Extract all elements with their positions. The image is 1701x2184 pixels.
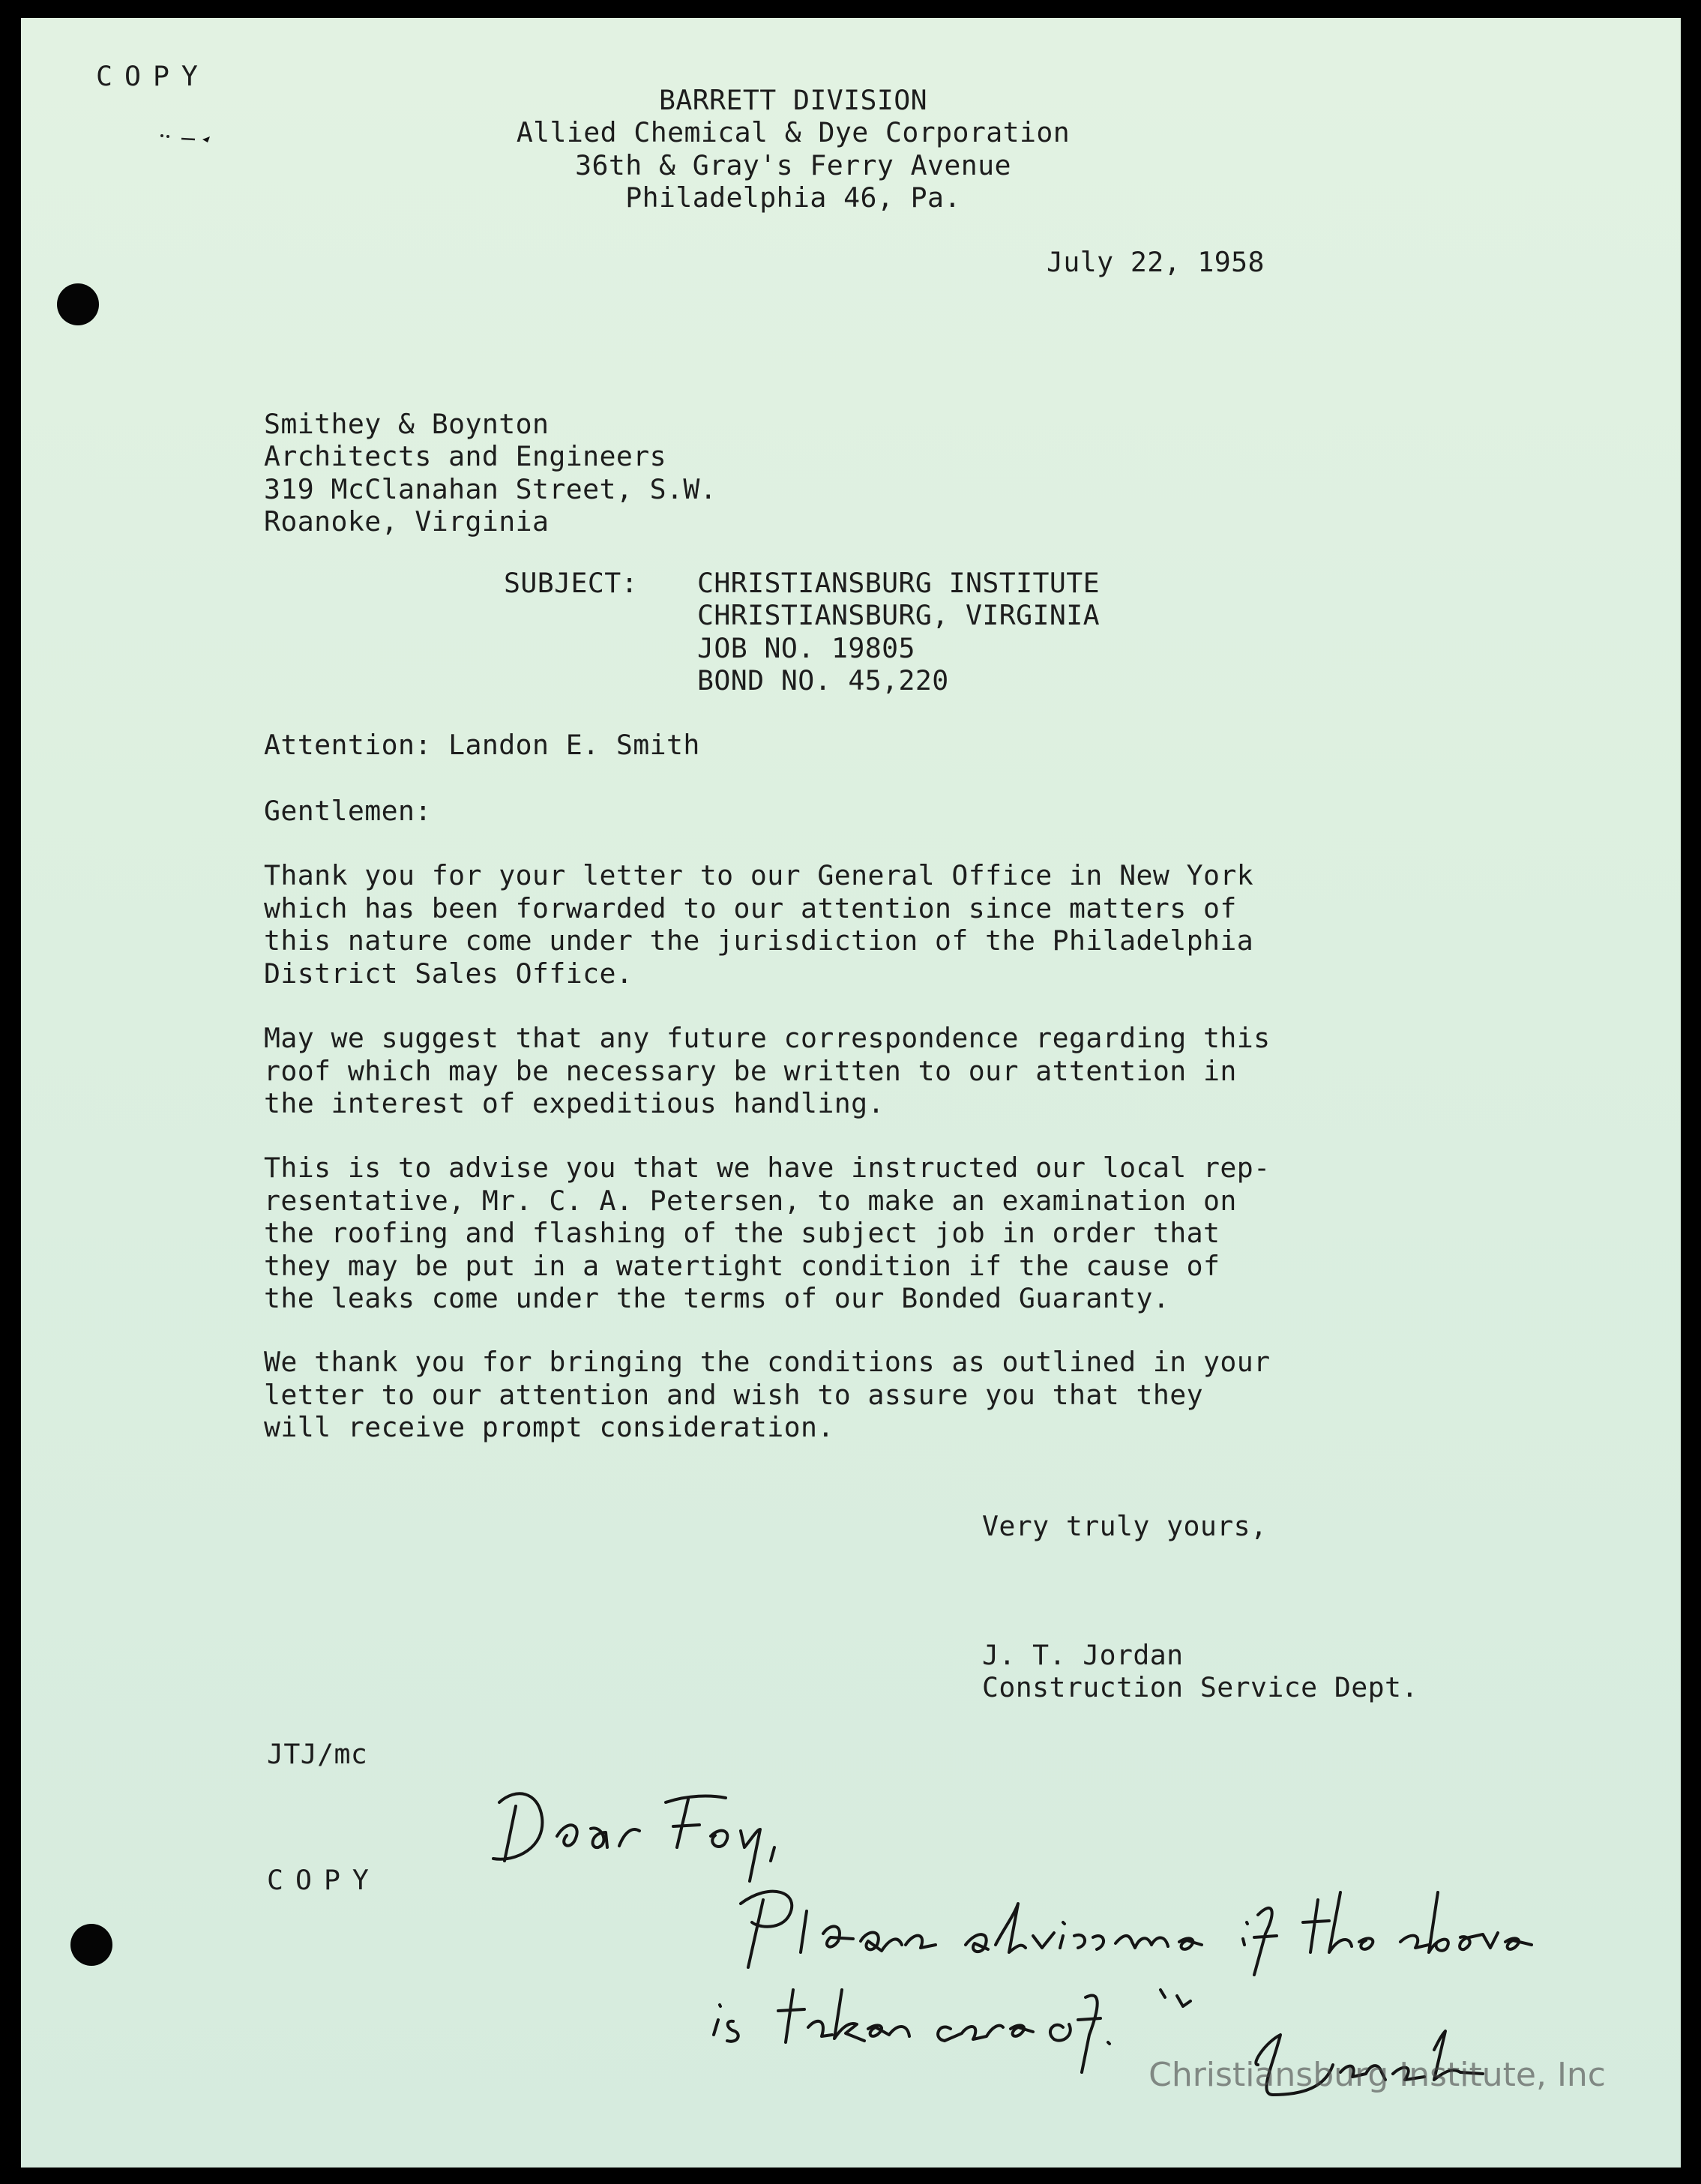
attention-line: Attention: Landon E. Smith: [264, 729, 700, 761]
watermark: Christiansburg Institute, Inc: [1148, 2056, 1606, 2094]
subject-label: SUBJECT:: [504, 567, 638, 599]
letterhead-city: Philadelphia 46, Pa.: [625, 181, 961, 214]
signer-dept: Construction Service Dept.: [982, 1671, 1418, 1703]
letterhead-division: BARRETT DIVISION: [659, 84, 927, 116]
handwritten-greeting: [486, 1772, 801, 1885]
copy-stamp-top: COPY: [96, 60, 210, 92]
recipient-line: Roanoke, Virginia: [264, 505, 550, 538]
punch-hole-bottom: [70, 1924, 112, 1966]
handwritten-line-1: [718, 1870, 1618, 1982]
closing: Very truly yours,: [982, 1510, 1268, 1542]
body-paragraph: May we suggest that any future correspondence regarding this roof which may be necessary be written to our attention in the interest of expeditious handling.: [264, 1022, 1271, 1119]
bleed-through: [726, 1607, 1400, 1802]
body-paragraph: We thank you for bringing the conditions as outlined in your letter to our attention and wish to assure you that they will receive prompt consideration.: [264, 1346, 1271, 1443]
copy-stamp-bottom: COPY: [267, 1864, 381, 1896]
subject-line: CHRISTIANSBURG INSTITUTE: [697, 567, 1100, 599]
subject-line: BOND NO. 45,220: [697, 664, 949, 697]
letter-page: [21, 18, 1681, 2168]
letterhead-company: Allied Chemical & Dye Corporation: [516, 116, 1071, 148]
stray-marks: [156, 130, 223, 145]
body-paragraph: Thank you for your letter to our General Office in New York which has been forwarded to our attention since matters of this nature come under the jurisdiction of the Philadelphia District Sales Office.: [264, 859, 1254, 990]
typist-initials: JTJ/mc: [267, 1738, 368, 1770]
signer-name: J. T. Jordan: [982, 1639, 1184, 1671]
body-paragraph: This is to advise you that we have instructed our local rep- resentative, Mr. C. A. Petersen, to make an examination on the roofing and flashing of the subject job in order that they may be put in a watertight condition if the cause of the leaks come under the terms of our Bonded Guaranty.: [264, 1152, 1271, 1314]
subject-line: JOB NO. 19805: [697, 632, 915, 664]
recipient-line: Smithey & Boynton: [264, 408, 550, 440]
letterhead-street: 36th & Gray's Ferry Avenue: [575, 149, 1011, 181]
recipient-line: Architects and Engineers: [264, 440, 666, 472]
recipient-line: 319 McClanahan Street, S.W.: [264, 473, 717, 505]
subject-line: CHRISTIANSBURG, VIRGINIA: [697, 599, 1100, 631]
salutation: Gentlemen:: [264, 795, 432, 827]
punch-hole-top: [57, 283, 99, 325]
letter-date: July 22, 1958: [1047, 246, 1265, 278]
